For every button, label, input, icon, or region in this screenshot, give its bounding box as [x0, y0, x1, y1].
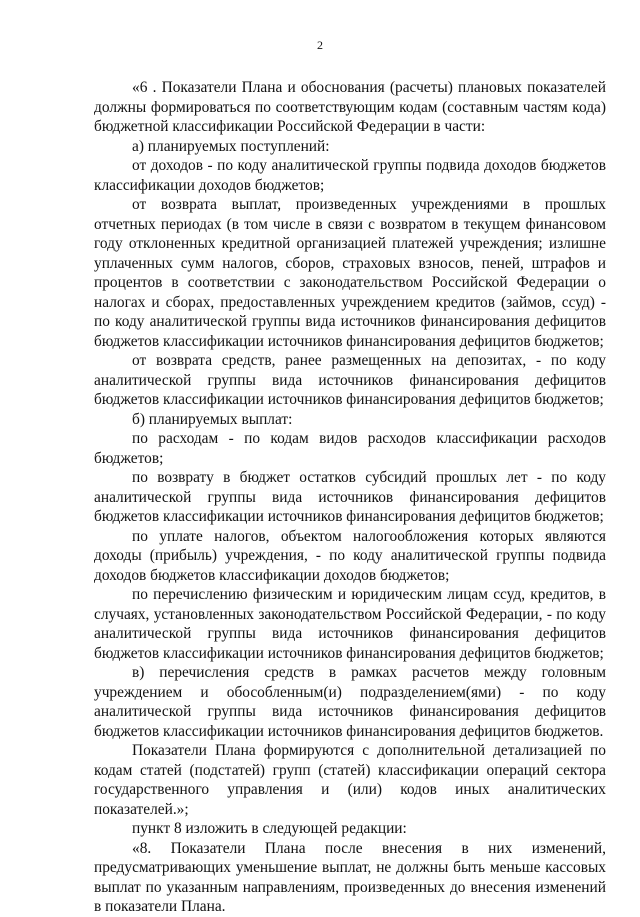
- paragraph-return-of-subsidies: по возврату в бюджет остатков субсидий прошлых лет - по коду аналитической группы вида источников финансирования дефицитов бюджетов классификации источников финансирования дефицитов бюджетов;: [94, 469, 606, 525]
- paragraph-by-expenses: по расходам - по кодам видов расходов классификации расходов бюджетов;: [94, 430, 606, 467]
- paragraph-item-8-text: «8. Показатели Плана после внесения в них изменений, предусматривающих уменьшение выплат, не должны быть меньше кассовых выплат по указанным направлениям, произведенных до внесения изменений в показатели Плана.: [94, 839, 606, 915]
- document-body: [94, 78, 606, 917]
- paragraph-from-deposits: от возврата средств, ранее размещенных на депозитах, - по коду аналитической группы вида источников финансирования дефицитов бюджетов классификации источников финансирования дефицитов бюджетов;: [94, 352, 606, 408]
- paragraph-plan-detailing: Показатели Плана формируются с дополнительной детализацией по кодам статей (подстатей) групп (статей) классификации операций сектора государственного управления и (или) кодов иных аналитических показателей.»;: [94, 742, 606, 818]
- paragraph-from-income: от доходов - по коду аналитической группы подвида доходов бюджетов классификации доходов бюджетов;: [94, 157, 606, 194]
- paragraph-item-8-amendment: пункт 8 изложить в следующей редакции:: [132, 820, 407, 837]
- paragraph-loans-transfer: по перечислению физическим и юридическим лицам ссуд, кредитов, в случаях, установленных законодательством Российской Федерации, - по коду аналитической группы вида источников финансирования дефицитов бюджетов классификации источников финансирования дефицитов бюджетов;: [94, 586, 606, 662]
- paragraph-tax-payment: по уплате налогов, объектом налогообложения которых являются доходы (прибыль) учреждения, - по коду аналитической группы подвида доходов бюджетов классификации доходов бюджетов;: [94, 527, 606, 584]
- page-number: 2: [317, 38, 323, 52]
- paragraph-planned-payments: б) планируемых выплат:: [132, 410, 293, 428]
- paragraph-internal-transfers: в) перечисления средств в рамках расчетов между головным учреждением и обособленным(и) подразделением(ями) - по коду аналитической группы вида источников финансирования дефицитов бюджетов классификации источников финансирования дефицитов бюджетов.: [94, 664, 606, 740]
- paragraph-planned-receipts: а) планируемых поступлений:: [132, 137, 330, 155]
- paragraph-6-intro: «6 . Показатели Плана и обоснования (расчеты) плановых показателей должны формироваться по соответствующим кодам (составным частям кода) бюджетной классификации Российской Федерации в части:: [94, 79, 606, 135]
- paragraph-from-refund-of-payments: от возврата выплат, произведенных учреждениями в прошлых отчетных периодах (в том числе в связи с возвратом в текущем финансовом году отклоненных кредитной организацией платежей учреждения; излишне уплаченных сумм налогов, сборов, страховых взносов, пеней, штрафов и процентов в соответствии с законодательством Российской Федерации о налогах и сборах, предоставленных учреждением кредитов (займов, ссуд) - по коду аналитической группы вида источников финансирования дефицитов бюджетов классификации источников финансирования дефицитов бюджетов;: [94, 196, 606, 350]
